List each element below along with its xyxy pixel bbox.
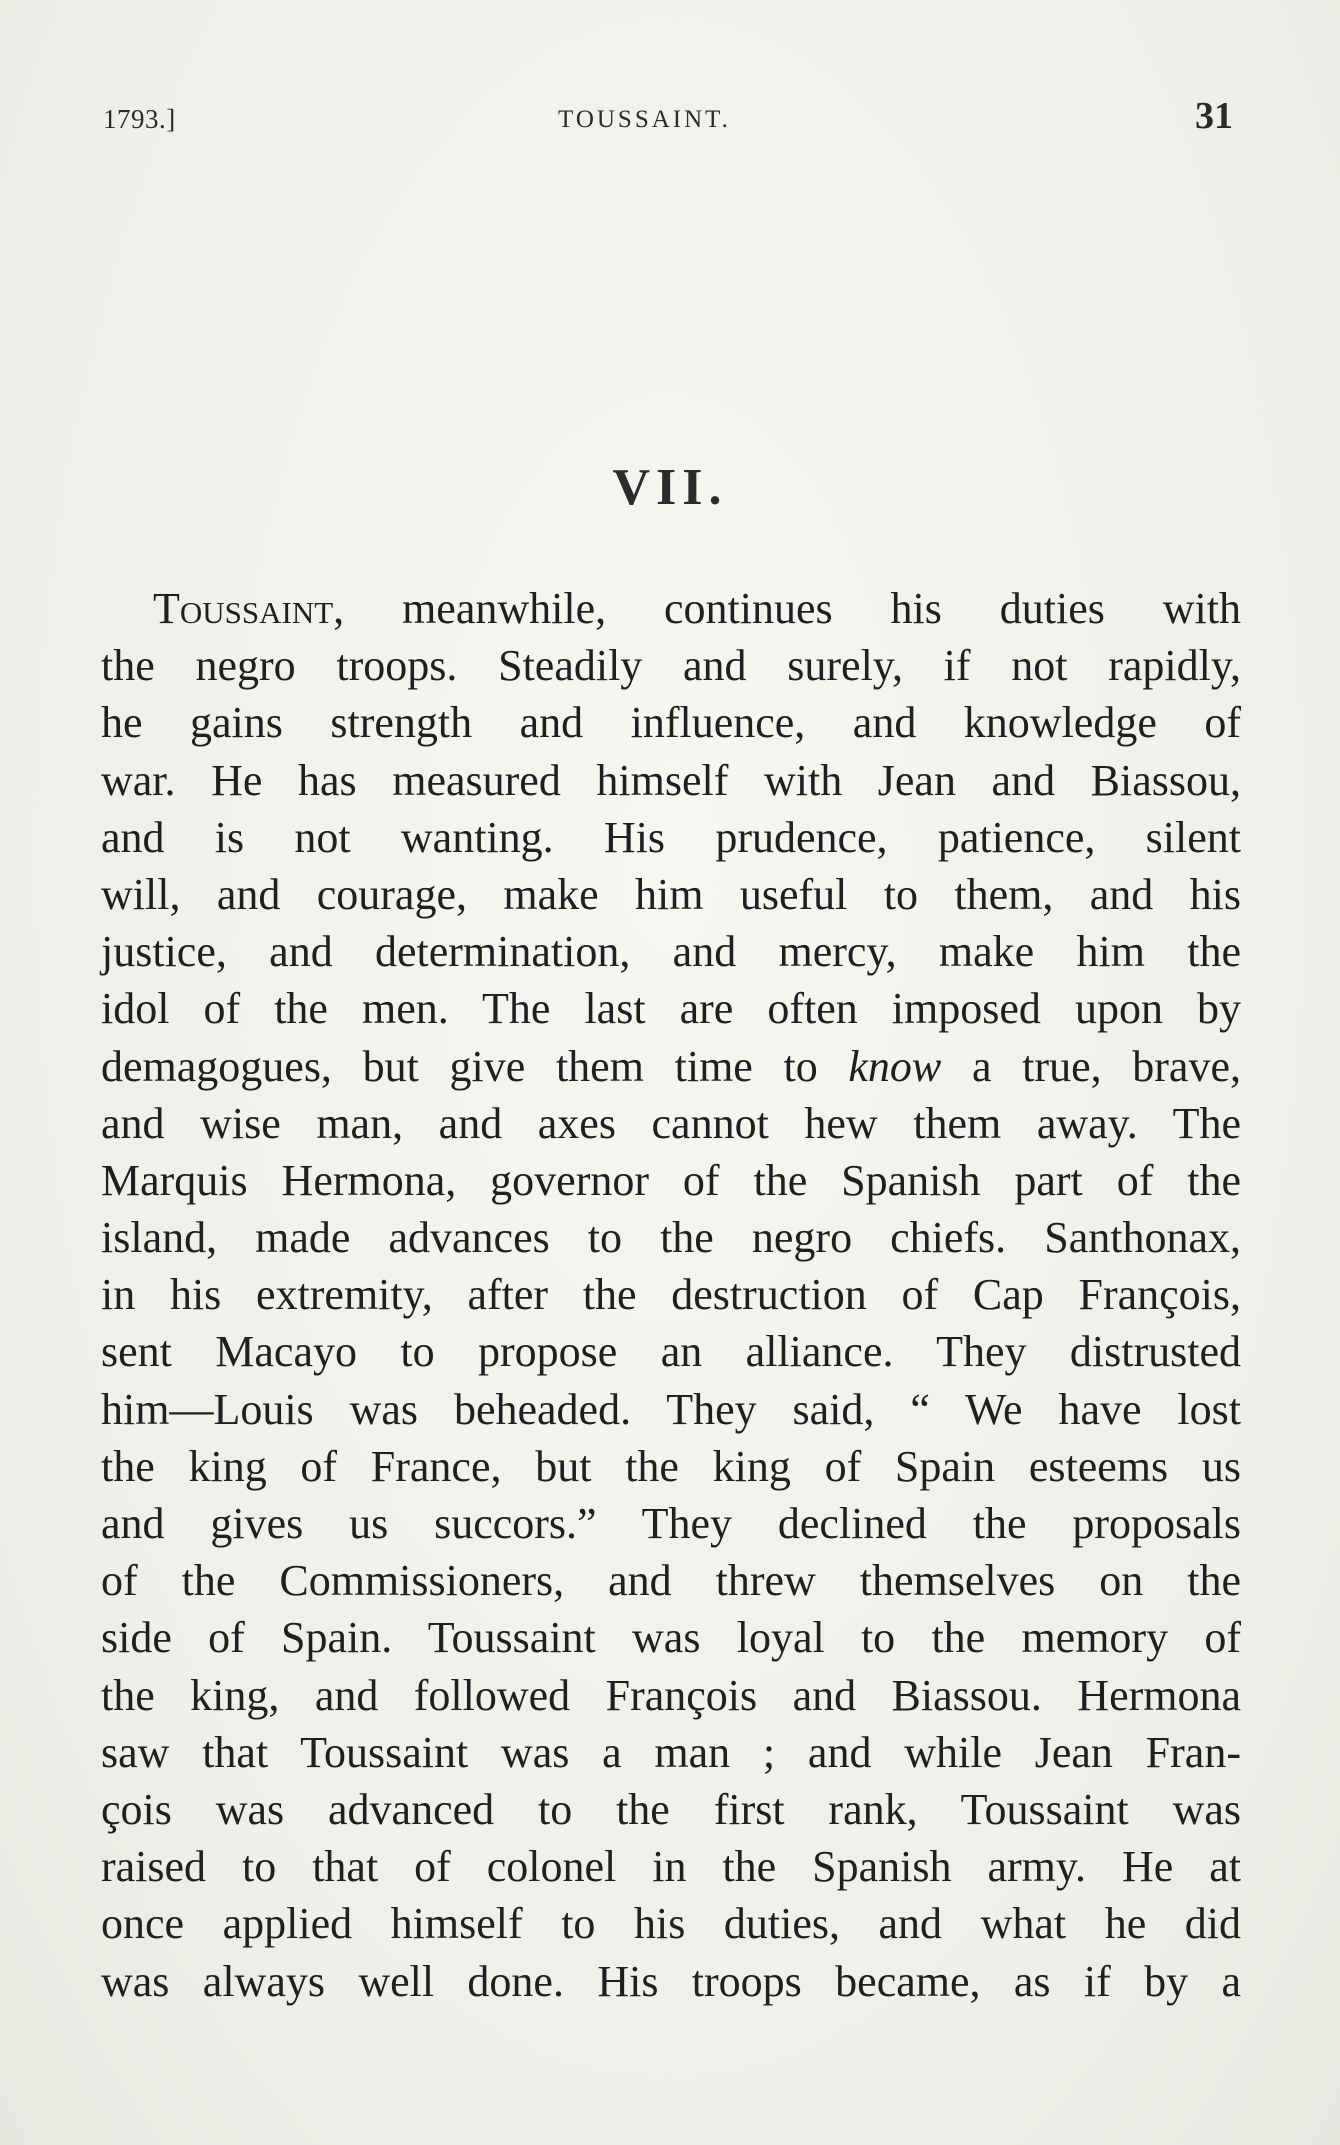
- chapter-paragraph: [101, 580, 1241, 2010]
- paragraph-line: justice, and determination, and mercy, make him the: [101, 927, 1241, 977]
- running-head-year: 1793.]: [103, 104, 176, 134]
- paragraph-line-text: demagogues, but give them time to: [101, 1041, 849, 1091]
- paragraph-line: the king, and followed François and Biassou. Hermona: [101, 1670, 1241, 1720]
- running-head-title: TOUSSAINT.: [558, 106, 731, 133]
- paragraph-line: of the Commissioners, and threw themselves on the: [101, 1556, 1241, 1606]
- lead-word: Toussaint: [153, 584, 334, 633]
- paragraph-line: side of Spain. Toussaint was loyal to the memory of: [101, 1613, 1241, 1663]
- paragraph-line: will, and courage, make him useful to them, and his: [101, 869, 1241, 919]
- paragraph-line-tail: a true, brave,: [941, 1041, 1241, 1091]
- paragraph-line: the negro troops. Steadily and surely, if not rapidly,: [101, 641, 1241, 691]
- paragraph-line: was always well done. His troops became, as if by a: [101, 1956, 1241, 2006]
- paragraph-line: he gains strength and influence, and knowledge of: [101, 698, 1241, 748]
- paragraph-line: war. He has measured himself with Jean and Biassou,: [101, 755, 1241, 805]
- paragraph-line: in his extremity, after the destruction of Cap François,: [101, 1270, 1241, 1320]
- paragraph-line: him—Louis was beheaded. They said, “ We have lost: [101, 1384, 1241, 1434]
- paragraph-line: [101, 580, 1241, 637]
- paragraph-line: and gives us succors.” They declined the proposals: [101, 1499, 1241, 1548]
- paragraph-line: saw that Toussaint was a man ; and while Jean Fran-: [101, 1727, 1241, 1777]
- page-number: 31: [1195, 95, 1233, 137]
- paragraph-line-text: , meanwhile, continues his duties with: [333, 584, 1241, 633]
- paragraph-line: Marquis Hermona, governor of the Spanish part of the: [101, 1155, 1241, 1205]
- paragraph-line: [101, 1038, 1241, 1095]
- paragraph-line: çois was advanced to the first rank, Toussaint was: [101, 1784, 1241, 1834]
- paragraph-line: sent Macayo to propose an alliance. They distrusted: [101, 1327, 1241, 1377]
- chapter-heading: VII.: [612, 459, 728, 516]
- paragraph-line: island, made advances to the negro chiefs. Santhonax,: [101, 1213, 1241, 1263]
- paragraph-line: and is not wanting. His prudence, patience, silent: [101, 812, 1241, 862]
- paragraph-line: raised to that of colonel in the Spanish army. He at: [101, 1842, 1241, 1892]
- running-head: [103, 96, 1233, 146]
- paragraph-line: and wise man, and axes cannot hew them away. The: [101, 1098, 1241, 1148]
- paragraph-line: idol of the men. The last are often imposed upon by: [101, 984, 1241, 1034]
- emphasized-word: know: [848, 1041, 942, 1091]
- paragraph-line: once applied himself to his duties, and what he did: [101, 1899, 1241, 1949]
- paragraph-line: the king of France, but the king of Spain esteems us: [101, 1441, 1241, 1491]
